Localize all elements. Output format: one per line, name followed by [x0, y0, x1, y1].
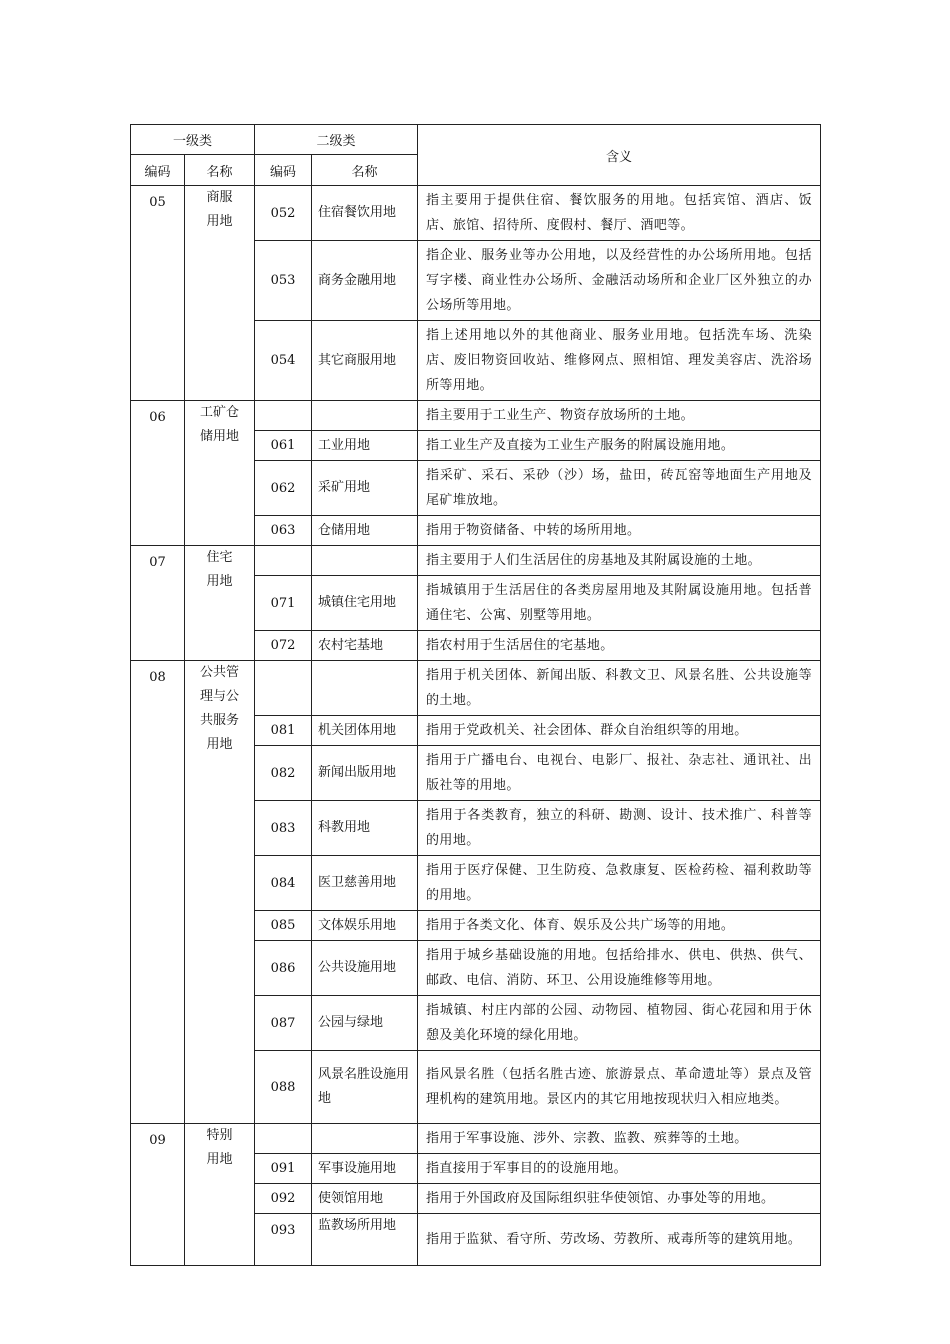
table-row [131, 546, 821, 576]
level1-code: 07 [131, 546, 185, 661]
level2-code: 087 [255, 996, 312, 1051]
level1-code-header: 编码 [131, 155, 185, 186]
level2-code: 088 [255, 1051, 312, 1124]
level2-code-empty [255, 546, 312, 576]
description: 指用于党政机关、社会团体、群众自治组织等的用地。 [418, 716, 821, 746]
description: 指农村用于生活居住的宅基地。 [418, 631, 821, 661]
level1-code: 05 [131, 186, 185, 401]
level2-name-empty [312, 1124, 418, 1154]
description: 指主要用于人们生活居住的房基地及其附属设施的土地。 [418, 546, 821, 576]
level2-code: 091 [255, 1154, 312, 1184]
description: 指主要用于工业生产、物资存放场所的土地。 [418, 401, 821, 431]
level2-code: 083 [255, 801, 312, 856]
description: 指城镇、村庄内部的公园、动物园、植物园、街心花园和用于休憩及美化环境的绿化用地。 [418, 996, 821, 1051]
level1-name: 住宅 用地 [185, 546, 255, 661]
table-row [131, 661, 821, 716]
level2-name-empty [312, 661, 418, 716]
description: 指用于物资储备、中转的场所用地。 [418, 516, 821, 546]
level2-header: 二级类 [255, 125, 418, 155]
level2-name: 城镇住宅用地 [312, 576, 418, 631]
level2-name: 文体娱乐用地 [312, 911, 418, 941]
level2-name: 农村宅基地 [312, 631, 418, 661]
level2-code: 054 [255, 321, 312, 401]
description: 指用于广播电台、电视台、电影厂、报社、杂志社、通讯社、出版社等的用地。 [418, 746, 821, 801]
level2-name: 采矿用地 [312, 461, 418, 516]
description: 指用于机关团体、新闻出版、科教文卫、风景名胜、公共设施等的土地。 [418, 661, 821, 716]
description: 指用于军事设施、涉外、宗教、监教、殡葬等的土地。 [418, 1124, 821, 1154]
description: 指采矿、采石、采砂（沙）场，盐田，砖瓦窑等地面生产用地及尾矿堆放地。 [418, 461, 821, 516]
level1-code: 06 [131, 401, 185, 546]
land-use-classification-table [130, 124, 821, 1266]
level2-name: 新闻出版用地 [312, 746, 418, 801]
level2-code: 081 [255, 716, 312, 746]
level1-code: 08 [131, 661, 185, 1124]
description: 指用于各类文化、体育、娱乐及公共广场等的用地。 [418, 911, 821, 941]
level2-name: 仓储用地 [312, 516, 418, 546]
table-row [131, 1124, 821, 1154]
description: 指企业、服务业等办公用地，以及经营性的办公场所用地。包括写字楼、商业性办公场所、金融活动场所和企业厂区外独立的办公场所等用地。 [418, 241, 821, 321]
description: 指用于监狱、看守所、劳改场、劳教所、戒毒所等的建筑用地。 [418, 1214, 821, 1266]
description: 指工业生产及直接为工业生产服务的附属设施用地。 [418, 431, 821, 461]
level2-code: 072 [255, 631, 312, 661]
level2-name: 公共设施用地 [312, 941, 418, 996]
level1-name: 公共管 理与公 共服务 用地 [185, 661, 255, 1124]
table-body [131, 186, 821, 1266]
description: 指上述用地以外的其他商业、服务业用地。包括洗车场、洗染店、废旧物资回收站、维修网点、照相馆、理发美容店、洗浴场所等用地。 [418, 321, 821, 401]
level1-name: 工矿仓 储用地 [185, 401, 255, 546]
table-row [131, 401, 821, 431]
description: 指用于城乡基础设施的用地。包括给排水、供电、供热、供气、邮政、电信、消防、环卫、公用设施维修等用地。 [418, 941, 821, 996]
level2-name: 住宿餐饮用地 [312, 186, 418, 241]
level2-name: 其它商服用地 [312, 321, 418, 401]
level2-code: 071 [255, 576, 312, 631]
level2-name: 工业用地 [312, 431, 418, 461]
level2-code: 082 [255, 746, 312, 801]
level1-name-header: 名称 [185, 155, 255, 186]
level2-code: 053 [255, 241, 312, 321]
description: 指用于外国政府及国际组织驻华使领馆、办事处等的用地。 [418, 1184, 821, 1214]
level2-code: 092 [255, 1184, 312, 1214]
level1-header: 一级类 [131, 125, 255, 155]
table-row [131, 186, 821, 241]
level2-name-header: 名称 [312, 155, 418, 186]
level1-name: 商服 用地 [185, 186, 255, 401]
description: 指用于各类教育，独立的科研、勘测、设计、技术推广、科普等的用地。 [418, 801, 821, 856]
meaning-header: 含义 [418, 125, 821, 186]
level2-name: 商务金融用地 [312, 241, 418, 321]
description: 指主要用于提供住宿、餐饮服务的用地。包括宾馆、酒店、饭店、旅馆、招待所、度假村、餐厅、酒吧等。 [418, 186, 821, 241]
level2-name: 监教场所用地 [312, 1214, 418, 1266]
level2-code-empty [255, 1124, 312, 1154]
level1-name: 特别 用地 [185, 1124, 255, 1266]
level2-code: 084 [255, 856, 312, 911]
level2-name-empty [312, 546, 418, 576]
level2-name: 风景名胜设施用地 [312, 1051, 418, 1124]
level2-code-empty [255, 401, 312, 431]
level2-code: 062 [255, 461, 312, 516]
level2-name: 公园与绿地 [312, 996, 418, 1051]
level2-name: 科教用地 [312, 801, 418, 856]
level2-name: 军事设施用地 [312, 1154, 418, 1184]
level2-code: 085 [255, 911, 312, 941]
level2-name: 机关团体用地 [312, 716, 418, 746]
level2-name: 医卫慈善用地 [312, 856, 418, 911]
description: 指城镇用于生活居住的各类房屋用地及其附属设施用地。包括普通住宅、公寓、别墅等用地。 [418, 576, 821, 631]
level2-code: 086 [255, 941, 312, 996]
level2-code-header: 编码 [255, 155, 312, 186]
level2-name: 使领馆用地 [312, 1184, 418, 1214]
description: 指用于医疗保健、卫生防疫、急救康复、医检药检、福利救助等的用地。 [418, 856, 821, 911]
level1-code: 09 [131, 1124, 185, 1266]
level2-name-empty [312, 401, 418, 431]
level2-code: 063 [255, 516, 312, 546]
level2-code: 093 [255, 1214, 312, 1266]
level2-code-empty [255, 661, 312, 716]
description: 指直接用于军事目的的设施用地。 [418, 1154, 821, 1184]
level2-code: 061 [255, 431, 312, 461]
description: 指风景名胜（包括名胜古迹、旅游景点、革命遗址等）景点及管理机构的建筑用地。景区内的其它用地按现状归入相应地类。 [418, 1051, 821, 1124]
level2-code: 052 [255, 186, 312, 241]
